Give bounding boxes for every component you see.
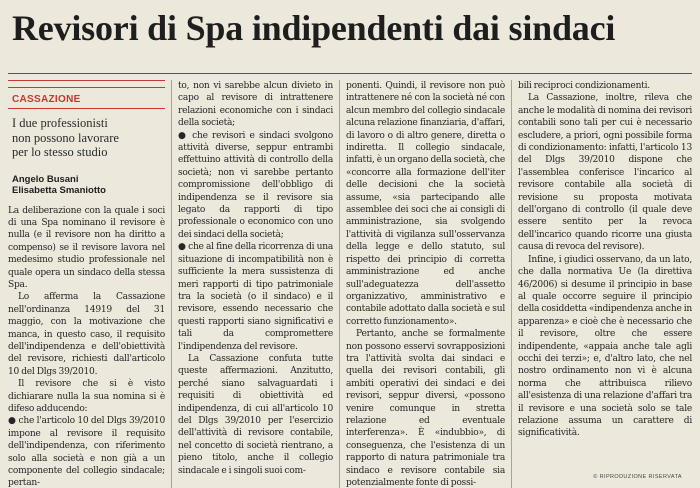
column-3 <box>339 80 511 488</box>
paragraph: Il revisore che si è visto dichiarare nulla la sua nomina si è difeso adducendo: <box>8 379 165 414</box>
author-name: Elisabetta Smaniotto <box>12 184 106 196</box>
section-rule <box>8 80 165 109</box>
paragraph: bili reciproci condizionamenti. <box>518 81 650 91</box>
headline: Revisori di Spa indipendenti dai sindaci <box>12 8 616 48</box>
headline-rule <box>8 73 692 74</box>
paragraph: Lo afferma la Cassazione nell'ordinanza 14919 del 31 maggio, con la motivazione che manca, in questo caso, il requisito dell'indipendenza e dell'obiettività del revisore, richiesti dall'articolo 10 del Dlgs 39/2010. <box>8 292 165 377</box>
byline <box>12 174 165 196</box>
paragraph: La deliberazione con la quale i soci di una Spa nominano il revisore è nulla (e il revisore non ha diritto a compenso) se il revisore lavora nel medesimo studio professionale nel quale opera un sindaco della stessa Spa. <box>8 205 165 290</box>
paragraph: Pertanto, anche se formalmente non possono esservi sovrapposizioni tra l'attività svolta dai sindaci e quella dei revisori contabili, gli ambiti operativi dei sindaci e dei revisori, seppur diversi, «possono venire comunque in stretta relazione ed eventuale interferenza». È «indubbio», di conseguenza, che l'esistenza di un rapporto di natura patrimoniale tra sindaco e revisore contabile sia potenzialmente fonte di possi- <box>346 329 505 488</box>
article-columns <box>8 80 692 488</box>
copyright-notice: © RIPRODUZIONE RISERVATA <box>593 474 682 480</box>
bullet-paragraph: ● che al fine della ricorrenza di una situazione di incompatibilità non è sufficiente la mera sussistenza di meri rapporti di tipo patrimoniale tra la società (o il sindaco) e il revisore, essendo necessario che questi rapporti siano significativi e tali da compromettere l'indipendenza del revisore. <box>178 242 333 352</box>
subhead-line: I due professionisti <box>12 116 108 130</box>
column-2 <box>171 80 339 488</box>
author-name: Angelo Busani <box>12 173 79 185</box>
column-body <box>8 205 165 488</box>
column-1 <box>8 80 171 488</box>
paragraph: La Cassazione, inoltre, rileva che anche le modalità di nomina dei revisori contabili sono tali per cui è necessario escludere, a priori, ogni possibile forma di condizionamento: infatti, l'articolo 13 del Dlgs 39/2010 dispone che l'assemblea conferisce l'incarico al revisore contabile alla società di revisione su proposta motivata dell'organo di controllo (il quale deve essere sentito per la revoca dell'incarico quando ricorre una giusta causa di revoca del revisore). <box>518 93 692 253</box>
column-4 <box>511 80 692 488</box>
paragraph: La Cassazione confuta tutte queste affermazioni. Anzitutto, perché siano salvaguardati i requisiti di obiettività ed indipendenza, di cui all'articolo 10 del Dlgs 39/2010 per l'esercizio dell'attività di revisore contabile, nel concetto di società rientrano, a pieno titolo, anche il collegio sindacale e i singoli suoi com- <box>178 353 333 476</box>
section-label: CASSAZIONE <box>8 87 165 109</box>
paragraph: to, non vi sarebbe alcun divieto in capo al revisore di intrattenere relazioni economiche con i sindaci della società; <box>178 81 333 129</box>
paragraph: Infine, i giudici osservano, da un lato, che dalla normativa Ue (la direttiva 46/2006) si desume il principio in base al quale occorre seguire il principio della cosiddetta «indipendenza anche in apparenza» e cioè che è necessario che il revisore, oltre che essere indipendente, «appaia anche tale agli occhi dei terzi»; e, d'altro lato, che nel nostro ordinamento non vi è alcuna norma che attribuisca rilievo all'esistenza di una relazione d'affari tra il revisore e una società solo se tale relazione assuma un carattere di significatività. <box>518 254 692 439</box>
subheadline <box>12 116 165 160</box>
subhead-line: non possono lavorare <box>12 130 119 145</box>
bullet-paragraph: ● che revisori e sindaci svolgono attività diverse, seppur entrambi effettuino attività di controllo della società; non vi sarebbe pertanto compromissione dell'obbligo di indipendenza se il revisore sia legato da rapporti di tipo professionale o economico con uno dei sindaci della società; <box>178 130 333 240</box>
bullet-paragraph: ● che l'articolo 10 del Dlgs 39/2010 impone al revisore il requisito dell'indipendenza, con riferimento solo alla società e non già a un componente del collegio sindacale; pertan- <box>8 416 165 488</box>
subhead-line: per lo stesso studio <box>12 145 108 159</box>
paragraph: ponenti. Quindi, il revisore non può intrattenere né con la società né con alcun membro del collegio sindacale alcuna relazione finanziaria, d'affari, di lavoro o di altro genere, diretta o indiretta. Il collegio sindacale, infatti, è un organo della società, che «concorre alla formazione dell'iter delle decisioni che la società assume, «sia partecipando alle assemblee dei soci che ai consigli di amministrazione, sia svolgendo l'attività di vigilanza sull'osservanza della legge e dello statuto, sul rispetto dei principio di corretta amministrazione ed anche sull'adeguatezza dell'assetto organizzativo, amministrativo e contabile adottato dalla società e sul corretto funzionamento». <box>346 81 506 327</box>
